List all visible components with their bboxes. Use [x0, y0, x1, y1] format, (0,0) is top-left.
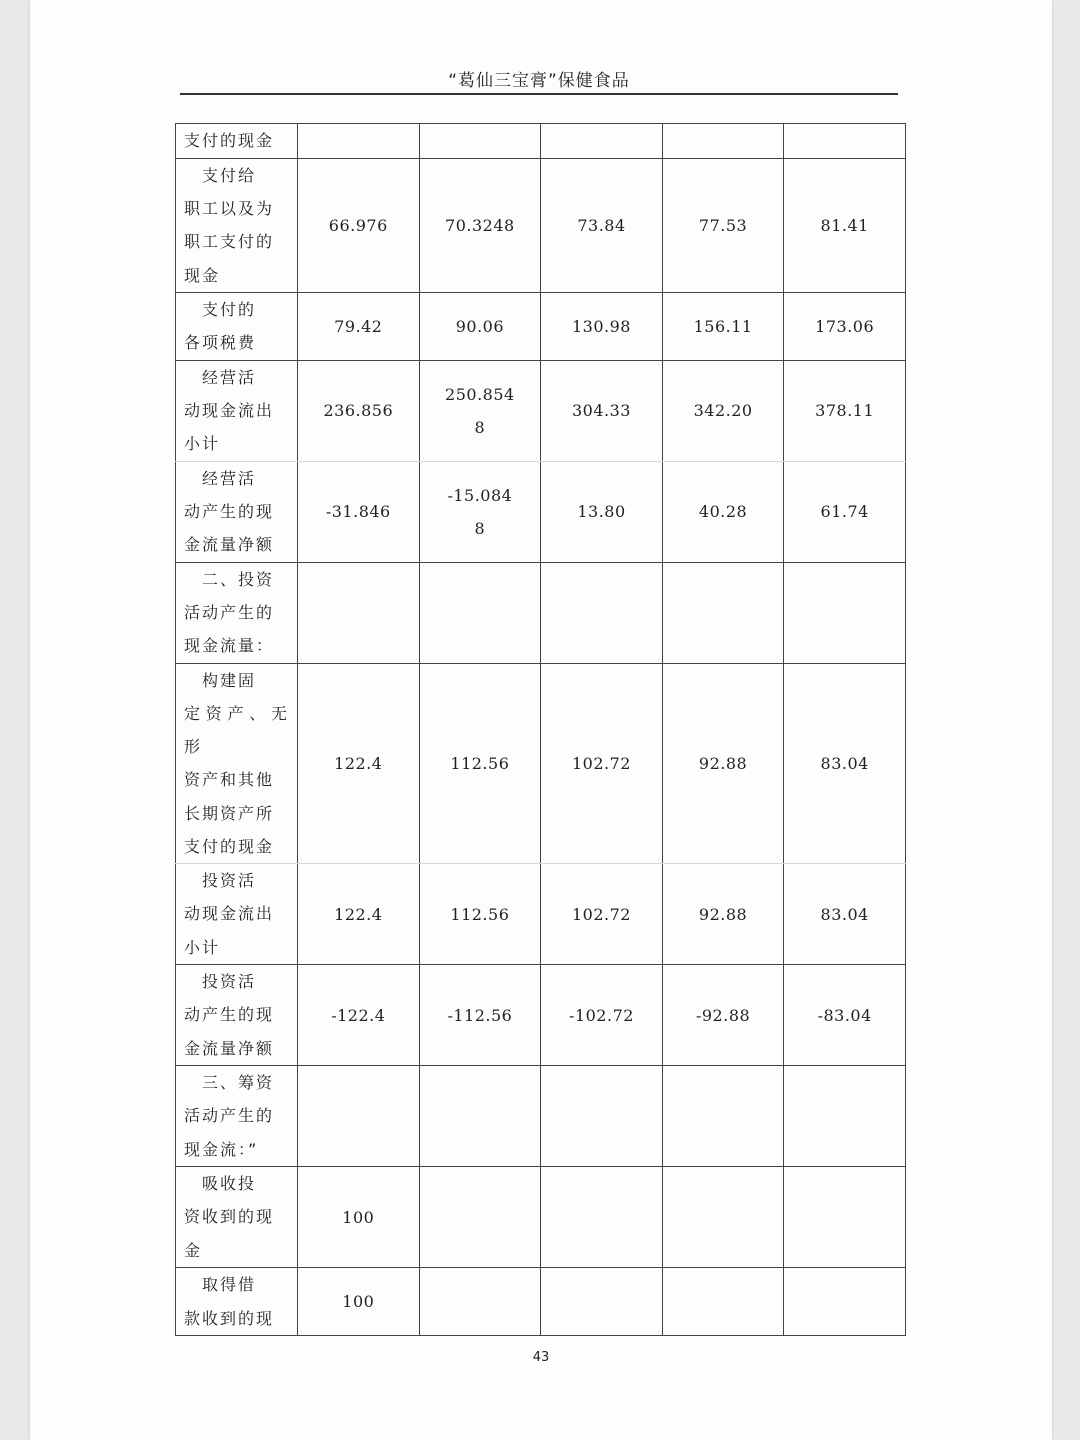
value-cell: -122.4	[298, 965, 420, 1066]
value-cell: -102.72	[541, 965, 663, 1066]
table-row	[176, 1167, 906, 1268]
value-cell: 156.11	[662, 292, 784, 360]
value-cell: -83.04	[784, 965, 906, 1066]
table-row	[176, 360, 906, 461]
page-number: 43	[532, 1350, 550, 1365]
value-cell: 250.854 8	[419, 360, 541, 461]
value-cell: 90.06	[419, 292, 541, 360]
document-page	[30, 0, 1052, 1440]
value-cell	[784, 1066, 906, 1167]
value-cell: 73.84	[541, 159, 663, 293]
value-cell: 102.72	[541, 864, 663, 965]
value-cell: 79.42	[298, 292, 420, 360]
value-cell: 83.04	[784, 663, 906, 863]
value-cell	[298, 124, 420, 159]
table-row	[176, 461, 906, 562]
table-row	[176, 864, 906, 965]
table-body	[176, 124, 906, 1336]
cash-flow-table	[175, 123, 906, 1336]
table-row	[176, 124, 906, 159]
value-cell: 100	[298, 1167, 420, 1268]
value-cell	[784, 124, 906, 159]
value-cell	[662, 1167, 784, 1268]
value-cell: 173.06	[784, 292, 906, 360]
table-row	[176, 562, 906, 663]
row-label-cell: 三、筹资 活动产生的 现金流：”	[176, 1066, 298, 1167]
value-cell	[784, 1167, 906, 1268]
value-cell	[662, 1066, 784, 1167]
row-label-cell: 经营活 动现金流出 小计	[176, 360, 298, 461]
value-cell: -92.88	[662, 965, 784, 1066]
row-label-cell: 支付的现金	[176, 124, 298, 159]
value-cell	[298, 562, 420, 663]
row-label-cell: 支付给 职工以及为 职工支付的 现金	[176, 159, 298, 293]
value-cell: 13.80	[541, 461, 663, 562]
value-cell	[541, 1268, 663, 1336]
value-cell: 102.72	[541, 663, 663, 863]
value-cell: 92.88	[662, 663, 784, 863]
value-cell: 83.04	[784, 864, 906, 965]
value-cell	[784, 1268, 906, 1336]
value-cell: 378.11	[784, 360, 906, 461]
table-row	[176, 965, 906, 1066]
value-cell	[419, 562, 541, 663]
value-cell: 40.28	[662, 461, 784, 562]
value-cell: 66.976	[298, 159, 420, 293]
row-label-cell: 二、投资 活动产生的 现金流量：	[176, 562, 298, 663]
value-cell	[541, 124, 663, 159]
value-cell: 122.4	[298, 663, 420, 863]
value-cell: -31.846	[298, 461, 420, 562]
value-cell	[541, 1167, 663, 1268]
value-cell	[419, 1066, 541, 1167]
value-cell: 112.56	[419, 864, 541, 965]
value-cell: 236.856	[298, 360, 420, 461]
value-cell	[298, 1066, 420, 1167]
value-cell: 92.88	[662, 864, 784, 965]
value-cell: 77.53	[662, 159, 784, 293]
value-cell: 112.56	[419, 663, 541, 863]
table-row	[176, 292, 906, 360]
row-label-cell: 取得借 款收到的现	[176, 1268, 298, 1336]
value-cell: 61.74	[784, 461, 906, 562]
header-rule	[180, 93, 898, 95]
value-cell	[419, 1167, 541, 1268]
value-cell	[419, 124, 541, 159]
value-cell	[784, 562, 906, 663]
row-label-cell: 投资活 动现金流出 小计	[176, 864, 298, 965]
row-label-cell: 支付的 各项税费	[176, 292, 298, 360]
table-row	[176, 663, 906, 863]
value-cell: -15.084 8	[419, 461, 541, 562]
value-cell: 304.33	[541, 360, 663, 461]
value-cell: 70.3248	[419, 159, 541, 293]
value-cell	[662, 1268, 784, 1336]
table-row	[176, 159, 906, 293]
value-cell: 342.20	[662, 360, 784, 461]
row-label-cell: 投资活 动产生的现 金流量净额	[176, 965, 298, 1066]
value-cell	[662, 562, 784, 663]
value-cell	[541, 562, 663, 663]
table-row	[176, 1066, 906, 1167]
value-cell	[419, 1268, 541, 1336]
value-cell: 81.41	[784, 159, 906, 293]
table-row	[176, 1268, 906, 1336]
value-cell: 122.4	[298, 864, 420, 965]
row-label-cell: 吸收投 资收到的现 金	[176, 1167, 298, 1268]
value-cell: 100	[298, 1268, 420, 1336]
value-cell	[541, 1066, 663, 1167]
row-label-cell: 经营活 动产生的现 金流量净额	[176, 461, 298, 562]
value-cell: 130.98	[541, 292, 663, 360]
value-cell: -112.56	[419, 965, 541, 1066]
page-header-title: “葛仙三宝膏”保健食品	[448, 71, 630, 91]
value-cell	[662, 124, 784, 159]
row-label-cell: 构建固 定资产、无形 资产和其他 长期资产所 支付的现金	[176, 663, 298, 863]
